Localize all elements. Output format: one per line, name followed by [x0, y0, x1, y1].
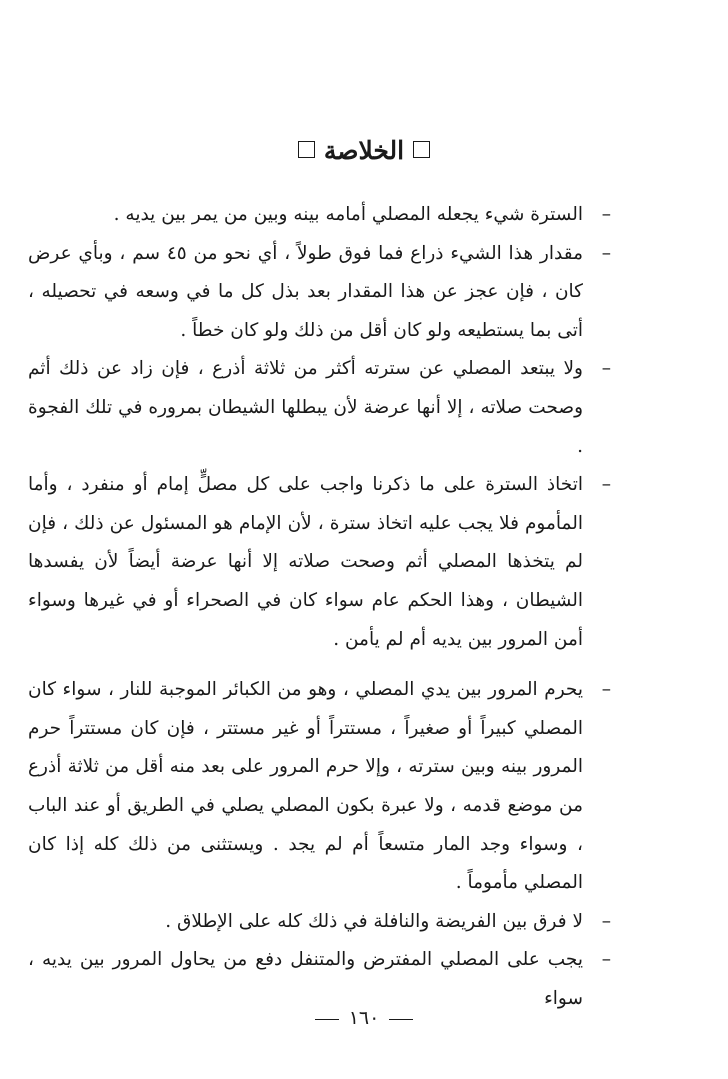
page-number-rule-right: [389, 1019, 413, 1020]
heading-box-left: [298, 141, 315, 158]
summary-item: [28, 671, 611, 903]
summary-item: [28, 235, 611, 351]
bullet-dash: –: [601, 204, 611, 225]
bullet-dash: –: [601, 474, 611, 496]
bullet-dash: –: [601, 910, 611, 932]
summary-item: [28, 196, 611, 235]
summary-item-text: اتخاذ السترة على ما ذكرنا واجب على كل مصلٍّ إمام أو منفرد ، وأما المأموم فلا يجب عليه اتخاذ سترة ، لأن الإمام هو المسئول عن ذلك ، فإن لم يتخذها المصلي أثم وصحت صلاته إلا أنها عرضة أيضاً لأن يفسدها الشيطان ، وهذا الحكم عام سواء كان في الصحراء أو في غيرها وسواء أمن المرور بين يديه أم لم يأمن .: [28, 474, 583, 650]
bullet-dash: –: [601, 242, 611, 264]
section-heading: [0, 133, 728, 169]
summary-item-text: يجب على المصلي المفترض والمتنفل دفع من يحاول المرور بين يديه ، سواء: [28, 949, 583, 1009]
page-number-value: ١٦٠: [348, 1007, 380, 1029]
summary-item: [28, 350, 611, 466]
summary-item-text: مقدار هذا الشيء ذراع فما فوق طولاً ، أي نحو من ٤٥ سم ، وبأي عرض كان ، فإن عجز عن هذا المقدار بعد بذل كل ما في وسعه في تحصيله ، أتى بما يستطيعه ولو كان أقل من ذلك ولو كان خطاً .: [28, 242, 583, 341]
summary-item: [28, 466, 611, 659]
summary-item-text: ولا يبتعد المصلي عن سترته أكثر من ثلاثة أذرع ، فإن زاد عن ذلك أثم وصحت صلاته ، إلا أنها عرضة لأن يبطلها الشيطان بمروره في تلك الفجوة .: [28, 358, 583, 457]
heading-box-right: [413, 141, 430, 158]
bullet-dash: –: [601, 358, 611, 380]
summary-item-text: يحرم المرور بين يدي المصلي ، وهو من الكبائر الموجبة للنار ، سواء كان المصلي كبيراً أو صغيراً ، مستتراً أو غير مستتر ، فإن كان مستتراً حرم المرور بينه وبين سترته ، وإلا حرم المرور على بعد منه أقل من ثلاثة أذرع من موضع قدمه ، ولا عبرة بكون المصلي يصلي في الطريق أو عند الباب ، وسواء وجد المار متسعاً أم لم يجد . ويستثنى من ذلك كله إذا كان المصلي مأموماً .: [28, 679, 583, 894]
summary-item: [28, 903, 611, 942]
bullet-dash: –: [601, 949, 611, 971]
page-number-rule-left: [315, 1019, 339, 1020]
summary-list: [28, 196, 611, 1018]
bullet-dash: –: [601, 679, 611, 701]
summary-item-text: السترة شيء يجعله المصلي أمامه بينه وبين من يمر بين يديه .: [113, 204, 583, 225]
heading-text: الخلاصة: [323, 136, 405, 165]
summary-item-text: لا فرق بين الفريضة والنافلة في ذلك كله على الإطلاق .: [165, 910, 583, 932]
page-number: [0, 1004, 728, 1032]
